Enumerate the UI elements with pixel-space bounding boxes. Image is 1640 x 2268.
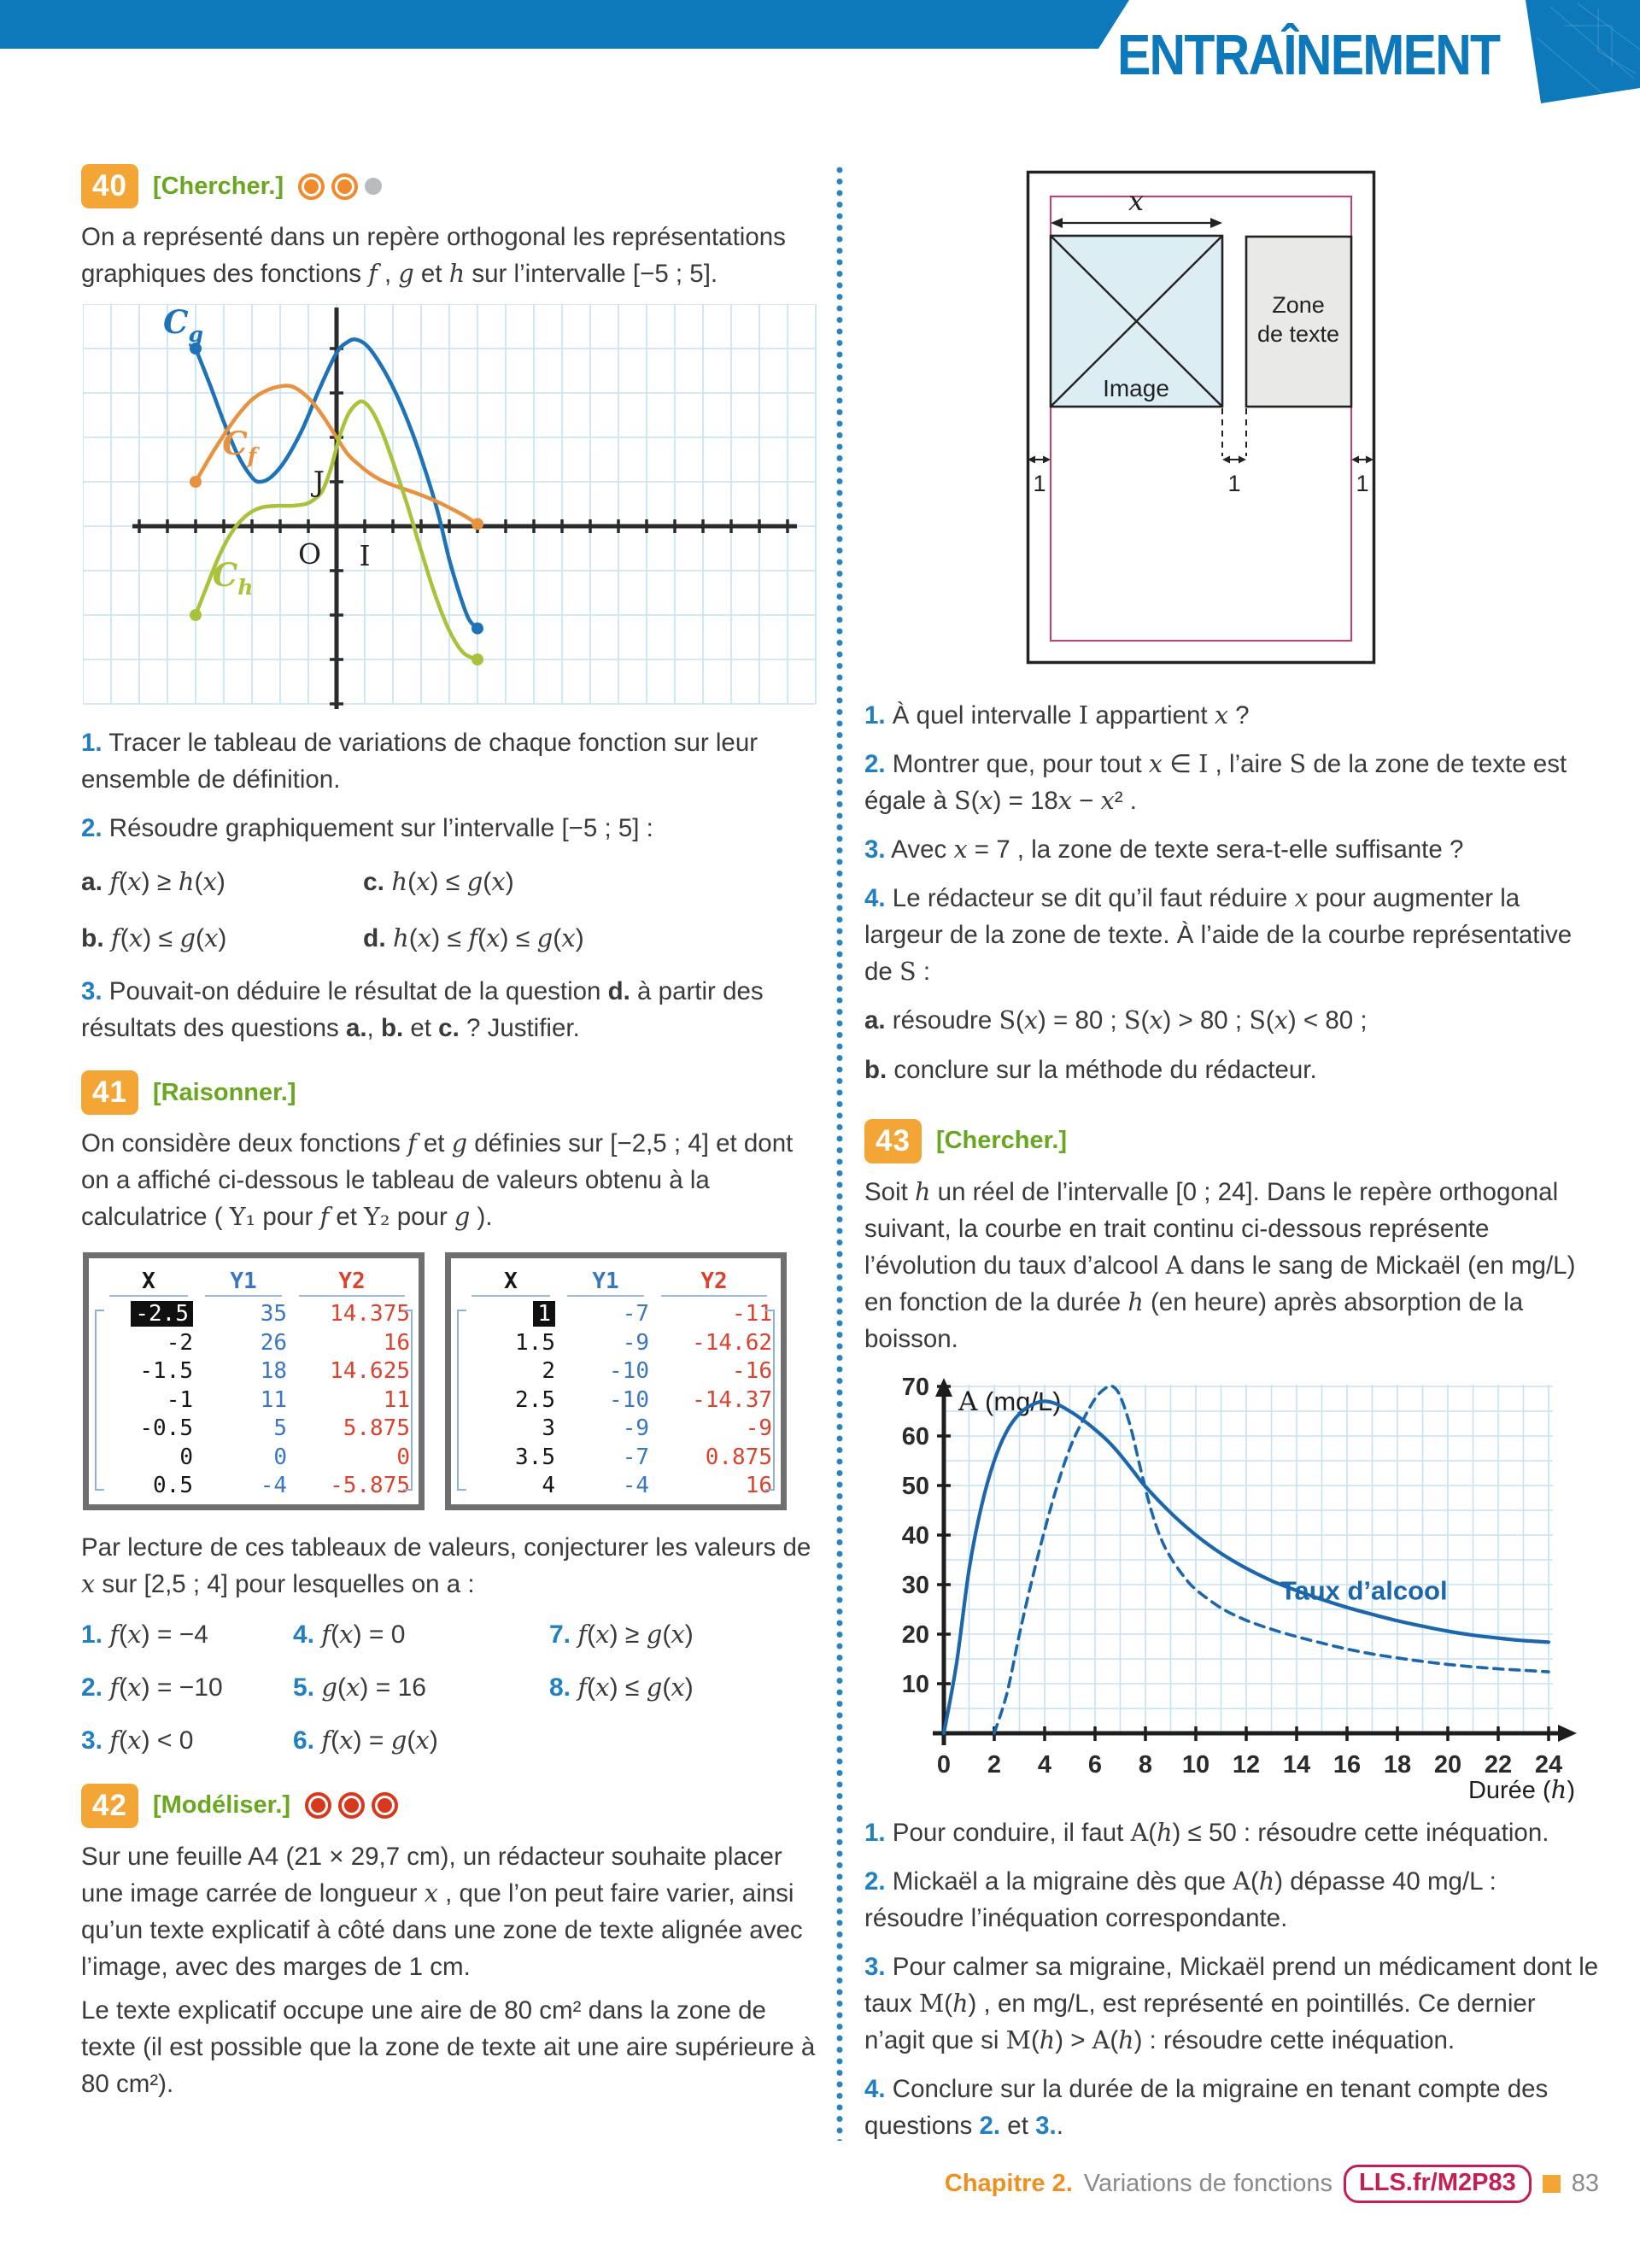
- table-header: Y1: [205, 1269, 282, 1297]
- a4-sheet-diagram: [1025, 169, 1377, 668]
- question-number: 4.: [864, 2075, 886, 2104]
- table-row: 4 -4 16: [542, 1473, 772, 1499]
- table-row: 0 0 0: [179, 1444, 410, 1470]
- svg-text:16: 16: [1332, 1750, 1362, 1779]
- question-number: 4.: [293, 1620, 315, 1650]
- calc-table-1: [83, 1252, 425, 1510]
- svg-text:Taux d’alcool: Taux d’alcool: [1280, 1575, 1448, 1606]
- question-number: a.: [864, 1006, 886, 1035]
- question-number: d.: [363, 924, 386, 953]
- corner-decoration: [1516, 0, 1640, 109]
- svg-text:22: 22: [1484, 1750, 1513, 1779]
- svg-text:30: 30: [901, 1571, 929, 1599]
- exercise-42-questions: [864, 697, 1601, 1088]
- difficulty-dots: [305, 1792, 398, 1819]
- question-item: 3. Avec x = 7 , la zone de texte sera-t-elle suffisante ?: [864, 835, 1464, 864]
- svg-text:10: 10: [1181, 1750, 1210, 1779]
- svg-text:Cg: $C_g$: [163, 304, 203, 347]
- image-label: Image: [1103, 375, 1169, 401]
- question-item: 1. Tracer le tableau de variations de chaque fonction sur leur ensemble de définition.: [81, 729, 758, 794]
- margin-label-left: 1: [1033, 471, 1046, 496]
- left-column: [81, 164, 823, 2109]
- page-number: 83: [1571, 2170, 1599, 2197]
- question-number: 2.: [81, 1673, 103, 1702]
- difficulty-dots: [298, 173, 382, 200]
- table-row: 1 -7 -11: [466, 1300, 769, 1329]
- svg-text:40: 40: [901, 1521, 929, 1550]
- question-item: d. h(x) ≤ f(x) ≤ g(x): [363, 923, 584, 953]
- question-number: 6.: [293, 1726, 315, 1755]
- exercise-43-intro: Soit h un réel de l’intervalle [0 ; 24]. Dans le repère orthogonal suivant, la courbe en trait continu ci-dessous représente l’évolution du taux d’alcool A dans le sang de Mickaël (en mg/L) en fonction de la durée h (en heure) après absorption de la boisson.: [864, 1176, 1576, 1353]
- svg-text:12: 12: [1232, 1750, 1261, 1779]
- question-item: 2. Résoudre graphiquement sur l’intervalle [−5 ; 5] :: [81, 814, 653, 843]
- question-item: 1. À quel intervalle I appartient x ?: [864, 700, 1250, 730]
- exercise-40-skill-label: [Chercher.]: [152, 172, 284, 200]
- svg-text:Ch: $C_h$: [212, 556, 254, 601]
- svg-text:J: J: [313, 465, 325, 499]
- table-row: 3 -9 -9: [542, 1415, 772, 1442]
- question-number: 1.: [81, 729, 102, 758]
- question-item: 2. Mickaël a la migraine dès que A(h) dépasse 40 mg/L : résoudre l’inéquation correspondante.: [864, 1866, 1496, 1932]
- exercise-40-intro: On a représenté dans un repère orthogonal les représentations graphiques des fonctions f , g et h sur l’intervalle [−5 ; 5].: [81, 223, 786, 289]
- table-bracket: [95, 1310, 104, 1491]
- orange-square-icon: [1543, 2175, 1561, 2193]
- exercise-43-header: [864, 1119, 1601, 1163]
- svg-text:18: 18: [1383, 1750, 1412, 1779]
- table-header: Y2: [661, 1269, 767, 1297]
- svg-text:8: 8: [1138, 1750, 1153, 1779]
- svg-text:2: 2: [987, 1750, 1002, 1779]
- margin-label-mid: 1: [1227, 471, 1241, 496]
- question-item: b. f(x) ≤ g(x): [81, 923, 227, 953]
- table-header: X: [109, 1269, 188, 1297]
- svg-text:20: 20: [1433, 1750, 1462, 1779]
- difficulty-dot: [331, 173, 358, 200]
- svg-text:24: 24: [1534, 1750, 1563, 1779]
- difficulty-dot: [338, 1792, 365, 1819]
- question-item: a. f(x) ≥ h(x): [81, 867, 226, 897]
- page-title: ENTRAÎNEMENT: [1116, 23, 1499, 87]
- exercise-42-header: [81, 1784, 823, 1828]
- alcohol-rate-chart: [880, 1371, 1589, 1802]
- page-footer: [945, 2165, 1599, 2203]
- question-number: 2.: [864, 1867, 886, 1896]
- margin-label-right: 1: [1356, 471, 1369, 496]
- question-number: 4.: [864, 884, 886, 913]
- table-bracket: [457, 1310, 466, 1491]
- question-item: 8. f(x) ≤ g(x): [549, 1673, 694, 1702]
- header-blue-band: [0, 0, 1129, 49]
- svg-text:20: 20: [901, 1620, 929, 1649]
- question-item: 4. Le rédacteur se dit qu’il faut réduire x pour augmenter la largeur de la zone de texte. À l’aide de la courbe représentative de S :: [864, 883, 1573, 987]
- question-item: a. résoudre S(x) = 80 ; S(x) > 80 ; S(x) < 80 ;: [864, 1005, 1368, 1035]
- exercise-41-intro: On considère deux fonctions f et g définies sur [−2,5 ; 4] et dont on a affiché ci-dessous le tableau de valeurs obtenu à la calculatrice ( Y₁ pour f et Y₂ pour g ).: [81, 1128, 794, 1232]
- x-dimension-label: x: [1128, 185, 1145, 217]
- chapter-title: Variations de fonctions: [1083, 2170, 1333, 2197]
- table-row: -1.5 18 14.625: [139, 1358, 410, 1385]
- table-row: -1 11 11: [166, 1386, 410, 1413]
- difficulty-dot: [305, 1792, 331, 1819]
- calc-table-2: [445, 1252, 787, 1510]
- svg-text:Durée (h): Durée (h): [1467, 1774, 1575, 1802]
- table-row: -2 26 16: [166, 1329, 410, 1356]
- svg-text:70: 70: [901, 1373, 929, 1401]
- exercise-43-badge: 43: [864, 1119, 922, 1163]
- exercise-40-question3: [81, 973, 823, 1046]
- exercise-43-skill-label: [Chercher.]: [935, 1127, 1068, 1155]
- svg-text:0: 0: [936, 1750, 952, 1779]
- zone-label-line1: Zone: [1272, 292, 1325, 318]
- question-number: b.: [81, 924, 104, 953]
- svg-text:60: 60: [901, 1422, 929, 1450]
- question-number: 2.: [864, 750, 886, 779]
- table-bracket: [765, 1310, 775, 1491]
- question-number: 3.: [81, 1726, 103, 1755]
- table-row: 2.5 -10 -14.37: [515, 1386, 772, 1413]
- svg-text:10: 10: [901, 1670, 929, 1698]
- svg-text:Cf: $C_f$: [222, 424, 257, 468]
- question-item: 3. Pouvait-on déduire le résultat de la question d. à partir des résultats des questions a., b. et c. ? Justifier.: [81, 976, 764, 1042]
- table-header: X: [472, 1269, 550, 1297]
- question-item: 5. g(x) = 16: [293, 1673, 426, 1702]
- table-row: 3.5 -7 0.875: [515, 1444, 772, 1470]
- exercise-40-header: [81, 164, 823, 208]
- question-item: 3. Pour calmer sa migraine, Mickaël prend un médicament dont le taux M(h) , en mg/L, est représenté en pointillés. Ce dernier n’agit que si M(h) > A(h) : résoudre cette inéquation.: [864, 1953, 1599, 2055]
- exercise-40-badge: 40: [81, 164, 138, 208]
- question-item: 3. f(x) < 0: [81, 1725, 194, 1755]
- question-number: 8.: [549, 1673, 571, 1702]
- exercise-41-items: [81, 1616, 823, 1759]
- question-number: 1.: [81, 1620, 103, 1650]
- exercise-41-badge: 41: [81, 1070, 138, 1115]
- svg-text:A (mg/L): A (mg/L): [958, 1386, 1062, 1417]
- exercise-43-questions: [864, 1814, 1601, 2145]
- table-bracket: [403, 1310, 413, 1491]
- svg-text:4: 4: [1037, 1750, 1052, 1779]
- table-row: 2 -10 -16: [542, 1358, 772, 1385]
- table-row: -0.5 5 5.875: [139, 1415, 410, 1442]
- table-row: 1.5 -9 -14.62: [515, 1329, 772, 1356]
- question-item: 4. Conclure sur la durée de la migraine en tenant compte des questions 2. et 3..: [864, 2075, 1549, 2141]
- question-number: 1.: [864, 1818, 886, 1847]
- svg-text:I: I: [359, 539, 371, 573]
- question-number: 3.: [81, 976, 102, 1005]
- zone-label-line2: de texte: [1256, 321, 1340, 347]
- table-header: Y1: [567, 1269, 644, 1297]
- calculator-tables: [83, 1252, 823, 1510]
- question-number: c.: [363, 868, 385, 897]
- svg-text:14: 14: [1282, 1750, 1311, 1779]
- table-row: -2.5 35 14.375: [104, 1300, 407, 1329]
- question-number: 5.: [293, 1673, 315, 1702]
- question-number: a.: [81, 868, 103, 897]
- question-item: c. h(x) ≤ g(x): [363, 867, 514, 897]
- exercise-41-skill-label: [Raisonner.]: [152, 1078, 296, 1106]
- exercise-42-badge: 42: [81, 1784, 138, 1828]
- question-item: 1. f(x) = −4: [81, 1620, 208, 1650]
- question-item: 7. f(x) ≥ g(x): [549, 1620, 694, 1650]
- question-number: 2.: [81, 814, 102, 843]
- question-number: 3.: [864, 1953, 886, 1982]
- exercise-42-skill-label: [Modéliser.]: [152, 1791, 291, 1820]
- question-item: 2. f(x) = −10: [81, 1673, 223, 1702]
- question-number: 3.: [864, 835, 886, 864]
- question-item: 1. Pour conduire, il faut A(h) ≤ 50 : résoudre cette inéquation.: [864, 1817, 1549, 1847]
- question-item: 2. Montrer que, pour tout x ∈ I , l’aire S de la zone de texte est égale à S(x) = 18x − x² .: [864, 749, 1567, 816]
- question-number: 7.: [549, 1620, 571, 1650]
- chapter-label: Chapitre 2.: [944, 2170, 1073, 2197]
- difficulty-dot: [365, 178, 382, 195]
- table-header: Y2: [299, 1269, 405, 1297]
- question-item: 4. f(x) = 0: [293, 1620, 406, 1650]
- svg-text:6: 6: [1087, 1750, 1103, 1779]
- right-column: [864, 167, 1601, 2156]
- exercise-40-inequalities: [81, 864, 823, 958]
- exercise-41-lead: Par lecture de ces tableaux de valeurs, conjecturer les valeurs de x sur [2,5 ; 4] pour lesquelles on a :: [81, 1533, 811, 1599]
- question-number: b.: [864, 1055, 887, 1084]
- svg-text:50: 50: [901, 1472, 929, 1500]
- exercise-41-header: [81, 1070, 823, 1115]
- exercise-42-intro-1: Sur une feuille A4 (21 × 29,7 cm), un rédacteur souhaite placer une image carrée de longueur x , que l’on peut faire varier, ainsi qu’un texte explicatif à côté dans une zone de texte alignée avec l’image, avec des marges de 1 cm.: [81, 1842, 803, 1981]
- table-row: 0.5 -4 -5.875: [153, 1473, 410, 1499]
- difficulty-dot: [372, 1792, 398, 1819]
- question-number: 1.: [864, 701, 886, 730]
- column-separator: [836, 166, 843, 2141]
- svg-text:O: O: [297, 537, 321, 571]
- question-item: b. conclure sur la méthode du rédacteur.: [864, 1055, 1317, 1084]
- exercise-42-intro-2: Le texte explicatif occupe une aire de 80 cm² dans la zone de texte (il est possible que la zone de texte ait une aire supérieure à 80 cm²).: [81, 1995, 816, 2099]
- exercise-40-questions: [81, 724, 823, 847]
- lls-code-badge[interactable]: LLS.fr/M2P83: [1344, 2165, 1532, 2203]
- function-graph-ex40: [83, 304, 817, 712]
- question-item: 6. f(x) = g(x): [293, 1725, 438, 1755]
- difficulty-dot: [298, 173, 325, 200]
